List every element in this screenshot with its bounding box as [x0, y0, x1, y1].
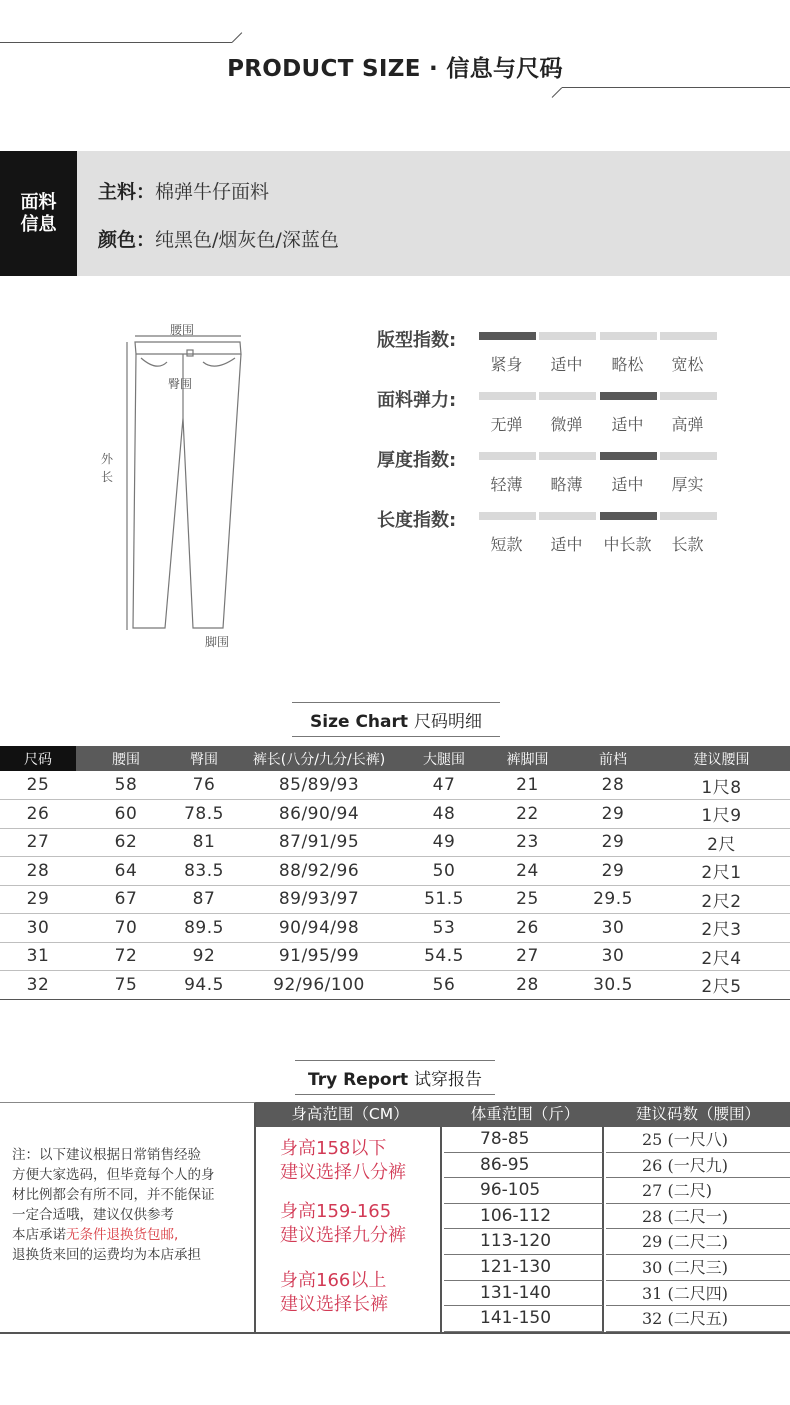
table-cell: 89/93/97: [232, 885, 406, 914]
height-group: [280, 1137, 406, 1185]
table-cell: 60: [76, 800, 176, 829]
table-cell: 85/89/93: [232, 771, 406, 800]
header-slash-left: [232, 32, 243, 43]
size-chart-title: [292, 702, 500, 737]
height-range-header: 身高范围（CM）: [256, 1102, 444, 1127]
table-cell: 28: [573, 771, 653, 800]
size-chart-header-cell: 前档: [573, 746, 653, 771]
weight-range-cell: 141-150: [444, 1306, 604, 1332]
table-cell: 86/90/94: [232, 800, 406, 829]
suggested-size-cell: 31 (二尺四): [606, 1281, 790, 1307]
table-cell: 2尺5: [653, 971, 790, 1000]
note-line: 一定合适哦，建议仅供参考: [12, 1207, 174, 1223]
height-group-range: 身高158以下: [280, 1138, 387, 1159]
table-cell: 2尺1: [653, 857, 790, 886]
table-cell: 2尺2: [653, 885, 790, 914]
try-report-table: [0, 1102, 790, 1334]
index-option: 高弹: [671, 415, 704, 434]
pants-outline: [133, 354, 241, 628]
table-cell: 67: [76, 885, 176, 914]
table-cell: 83.5: [176, 857, 232, 886]
table-cell: 56: [406, 971, 482, 1000]
table-cell: 53: [406, 914, 482, 943]
table-cell: 2尺3: [653, 914, 790, 943]
try-report-title-main: Try Report: [307, 1070, 409, 1090]
index-label: 面料弹力:: [377, 390, 457, 411]
table-cell: 29: [0, 885, 76, 914]
table-cell: 24: [482, 857, 573, 886]
index-label: 版型指数:: [377, 330, 457, 351]
table-cell: 31: [0, 942, 76, 971]
size-chart-table: [0, 746, 790, 1000]
try-report-title: [295, 1060, 495, 1095]
color-row: [98, 225, 339, 252]
table-row: [0, 942, 790, 971]
height-group: [280, 1269, 388, 1317]
note-line: 注：以下建议根据日常销售经验: [12, 1147, 201, 1163]
suggested-size-cell: 30 (二尺三): [606, 1255, 790, 1281]
color-label: 颜色：: [98, 229, 156, 251]
header-slash-right: [552, 87, 563, 98]
table-cell: 26: [0, 800, 76, 829]
size-chart-header-cell: 尺码: [0, 746, 76, 771]
size-chart-header-row: [0, 746, 790, 771]
return-line: 退换货来回的运费均为本店承担: [12, 1247, 201, 1263]
index-bar: [660, 392, 717, 400]
table-cell: 94.5: [176, 971, 232, 1000]
material-label: 主料：: [98, 181, 156, 203]
index-bar: [479, 512, 536, 520]
index-option: 适中: [550, 355, 583, 374]
label-hem: 脚围: [205, 635, 230, 649]
material-value: 棉弹牛仔面料: [155, 181, 270, 203]
index-bar: [539, 452, 596, 460]
index-option: 短款: [490, 535, 523, 554]
height-group: [280, 1200, 406, 1248]
table-cell: 29: [573, 828, 653, 857]
index-bar: [660, 332, 717, 340]
index-option: 轻薄: [490, 475, 523, 494]
table-cell: 49: [406, 828, 482, 857]
table-cell: 30: [573, 914, 653, 943]
table-cell: 58: [76, 771, 176, 800]
index-option: 微弹: [550, 415, 583, 434]
table-row: [0, 971, 790, 1000]
pocket-right: [203, 358, 235, 366]
height-group-advice: 建议选择八分裤: [280, 1162, 406, 1183]
index-bar: [660, 452, 717, 460]
table-row: [0, 914, 790, 943]
table-cell: 47: [406, 771, 482, 800]
index-label: 厚度指数:: [377, 450, 457, 471]
table-cell: 29.5: [573, 885, 653, 914]
header-line-left: [0, 42, 232, 43]
note-line: 材比例都会有所不同，并不能保证: [12, 1187, 215, 1203]
table-cell: 54.5: [406, 942, 482, 971]
index-option: 略薄: [550, 475, 583, 494]
table-row: [0, 800, 790, 829]
pants-diagram: [95, 318, 265, 658]
size-chart-title-main: Size Chart: [310, 712, 409, 732]
suggested-size-cell: 28 (二尺一): [606, 1204, 790, 1230]
table-cell: 30: [0, 914, 76, 943]
weight-range-cell: 96-105: [444, 1178, 604, 1204]
table-cell: 87/91/95: [232, 828, 406, 857]
table-cell: 62: [76, 828, 176, 857]
suggested-size-cell: 26 (一尺九): [606, 1153, 790, 1179]
index-bar-selected: [600, 452, 657, 460]
table-cell: 92: [176, 942, 232, 971]
size-chart-title-sub: 尺码明细: [413, 712, 482, 732]
table-cell: 87: [176, 885, 232, 914]
table-cell: 30: [573, 942, 653, 971]
table-cell: 1尺9: [653, 800, 790, 829]
label-outseam-1: 外: [101, 452, 114, 466]
size-chart-header-cell: 裤长(八分/九分/长裤): [232, 746, 406, 771]
table-cell: 90/94/98: [232, 914, 406, 943]
height-group-advice: 建议选择九分裤: [280, 1225, 406, 1246]
table-cell: 91/95/99: [232, 942, 406, 971]
table-cell: 81: [176, 828, 232, 857]
size-chart-header-cell: 大腿围: [406, 746, 482, 771]
suggested-size-cell: 27 (二尺): [606, 1178, 790, 1204]
table-cell: 78.5: [176, 800, 232, 829]
table-cell: 26: [482, 914, 573, 943]
index-bar-selected: [600, 392, 657, 400]
index-option: 厚实: [671, 475, 704, 494]
table-row: [0, 857, 790, 886]
index-bar: [539, 512, 596, 520]
weight-range-cell: 131-140: [444, 1281, 604, 1307]
height-groups: [256, 1127, 442, 1332]
index-bar: [600, 332, 657, 340]
table-cell: 25: [0, 771, 76, 800]
index-bar: [539, 392, 596, 400]
fabric-info-tag: [0, 151, 77, 276]
promise-line: [12, 1225, 254, 1245]
index-option: 适中: [611, 415, 644, 434]
fabric-tag-line1: 面料: [20, 191, 57, 213]
weight-range-cell: 121-130: [444, 1255, 604, 1281]
index-option: 中长款: [603, 535, 652, 554]
table-cell: 75: [76, 971, 176, 1000]
table-cell: 28: [482, 971, 573, 1000]
table-cell: 21: [482, 771, 573, 800]
index-bar: [660, 512, 717, 520]
index-bar: [479, 392, 536, 400]
table-cell: 64: [76, 857, 176, 886]
weight-range-cell: 86-95: [444, 1153, 604, 1179]
index-bar-selected: [600, 512, 657, 520]
button-shape: [187, 350, 193, 356]
height-group-range: 身高166以上: [280, 1270, 387, 1291]
table-row: [0, 771, 790, 800]
table-row: [0, 828, 790, 857]
table-cell: 51.5: [406, 885, 482, 914]
label-waist: 腰围: [170, 323, 195, 337]
color-value: 纯黑色/烟灰色/深蓝色: [155, 229, 339, 251]
index-option: 适中: [611, 475, 644, 494]
weight-range-cell: 113-120: [444, 1229, 604, 1255]
table-cell: 70: [76, 914, 176, 943]
page-title: PRODUCT SIZE · 信息与尺码: [227, 56, 563, 82]
table-cell: 23: [482, 828, 573, 857]
table-cell: 72: [76, 942, 176, 971]
table-cell: 48: [406, 800, 482, 829]
index-option: 长款: [671, 535, 704, 554]
table-cell: 89.5: [176, 914, 232, 943]
table-cell: 2尺4: [653, 942, 790, 971]
fabric-info-panel: [0, 151, 790, 276]
index-option: 无弹: [490, 415, 523, 434]
weight-range-cell: 78-85: [444, 1127, 604, 1153]
table-cell: 76: [176, 771, 232, 800]
weight-range-cell: 106-112: [444, 1204, 604, 1230]
index-option: 适中: [550, 535, 583, 554]
index-bar-selected: [479, 332, 536, 340]
table-cell: 22: [482, 800, 573, 829]
table-cell: 32: [0, 971, 76, 1000]
table-cell: 29: [573, 800, 653, 829]
promise-prefix: 本店承诺: [12, 1227, 66, 1243]
material-row: [98, 177, 269, 204]
index-option: 略松: [611, 355, 644, 374]
index-bar: [479, 452, 536, 460]
header-line-right: [562, 87, 790, 88]
suggested-size-cell: 29 (二尺二): [606, 1229, 790, 1255]
promise-highlight: 无条件退换货包邮,: [66, 1227, 179, 1243]
table-cell: 29: [573, 857, 653, 886]
label-outseam-2: 长: [101, 470, 114, 484]
fabric-tag-line2: 信息: [20, 213, 57, 235]
table-cell: 27: [0, 828, 76, 857]
table-cell: 2尺: [653, 828, 790, 857]
table-cell: 30.5: [573, 971, 653, 1000]
height-group-advice: 建议选择长裤: [280, 1294, 388, 1315]
height-group-range: 身高159-165: [280, 1201, 392, 1222]
table-cell: 28: [0, 857, 76, 886]
table-cell: 27: [482, 942, 573, 971]
try-report-note: [0, 1102, 256, 1332]
size-chart-header-cell: 臀围: [176, 746, 232, 771]
suggested-size-cell: 32 (二尺五): [606, 1306, 790, 1332]
index-option: 紧身: [490, 355, 523, 374]
table-cell: 25: [482, 885, 573, 914]
note-line: 方便大家选码，但毕竟每个人的身: [12, 1167, 215, 1183]
table-cell: 1尺8: [653, 771, 790, 800]
weight-range-header: 体重范围（斤）: [444, 1102, 606, 1127]
index-bar: [539, 332, 596, 340]
size-chart-header-cell: 腰围: [76, 746, 176, 771]
suggested-size-header: 建议码数（腰围）: [606, 1102, 790, 1127]
table-cell: 92/96/100: [232, 971, 406, 1000]
table-cell: 50: [406, 857, 482, 886]
size-chart-header-cell: 建议腰围: [653, 746, 790, 771]
try-report-title-sub: 试穿报告: [414, 1070, 482, 1090]
pocket-left: [141, 358, 167, 366]
index-option: 宽松: [671, 355, 704, 374]
index-label: 长度指数:: [377, 510, 457, 531]
table-cell: 88/92/96: [232, 857, 406, 886]
waistband: [135, 342, 241, 354]
suggested-size-cell: 25 (一尺八): [606, 1127, 790, 1153]
label-hip: 臀围: [168, 377, 193, 391]
table-row: [0, 885, 790, 914]
size-chart-header-cell: 裤脚围: [482, 746, 573, 771]
